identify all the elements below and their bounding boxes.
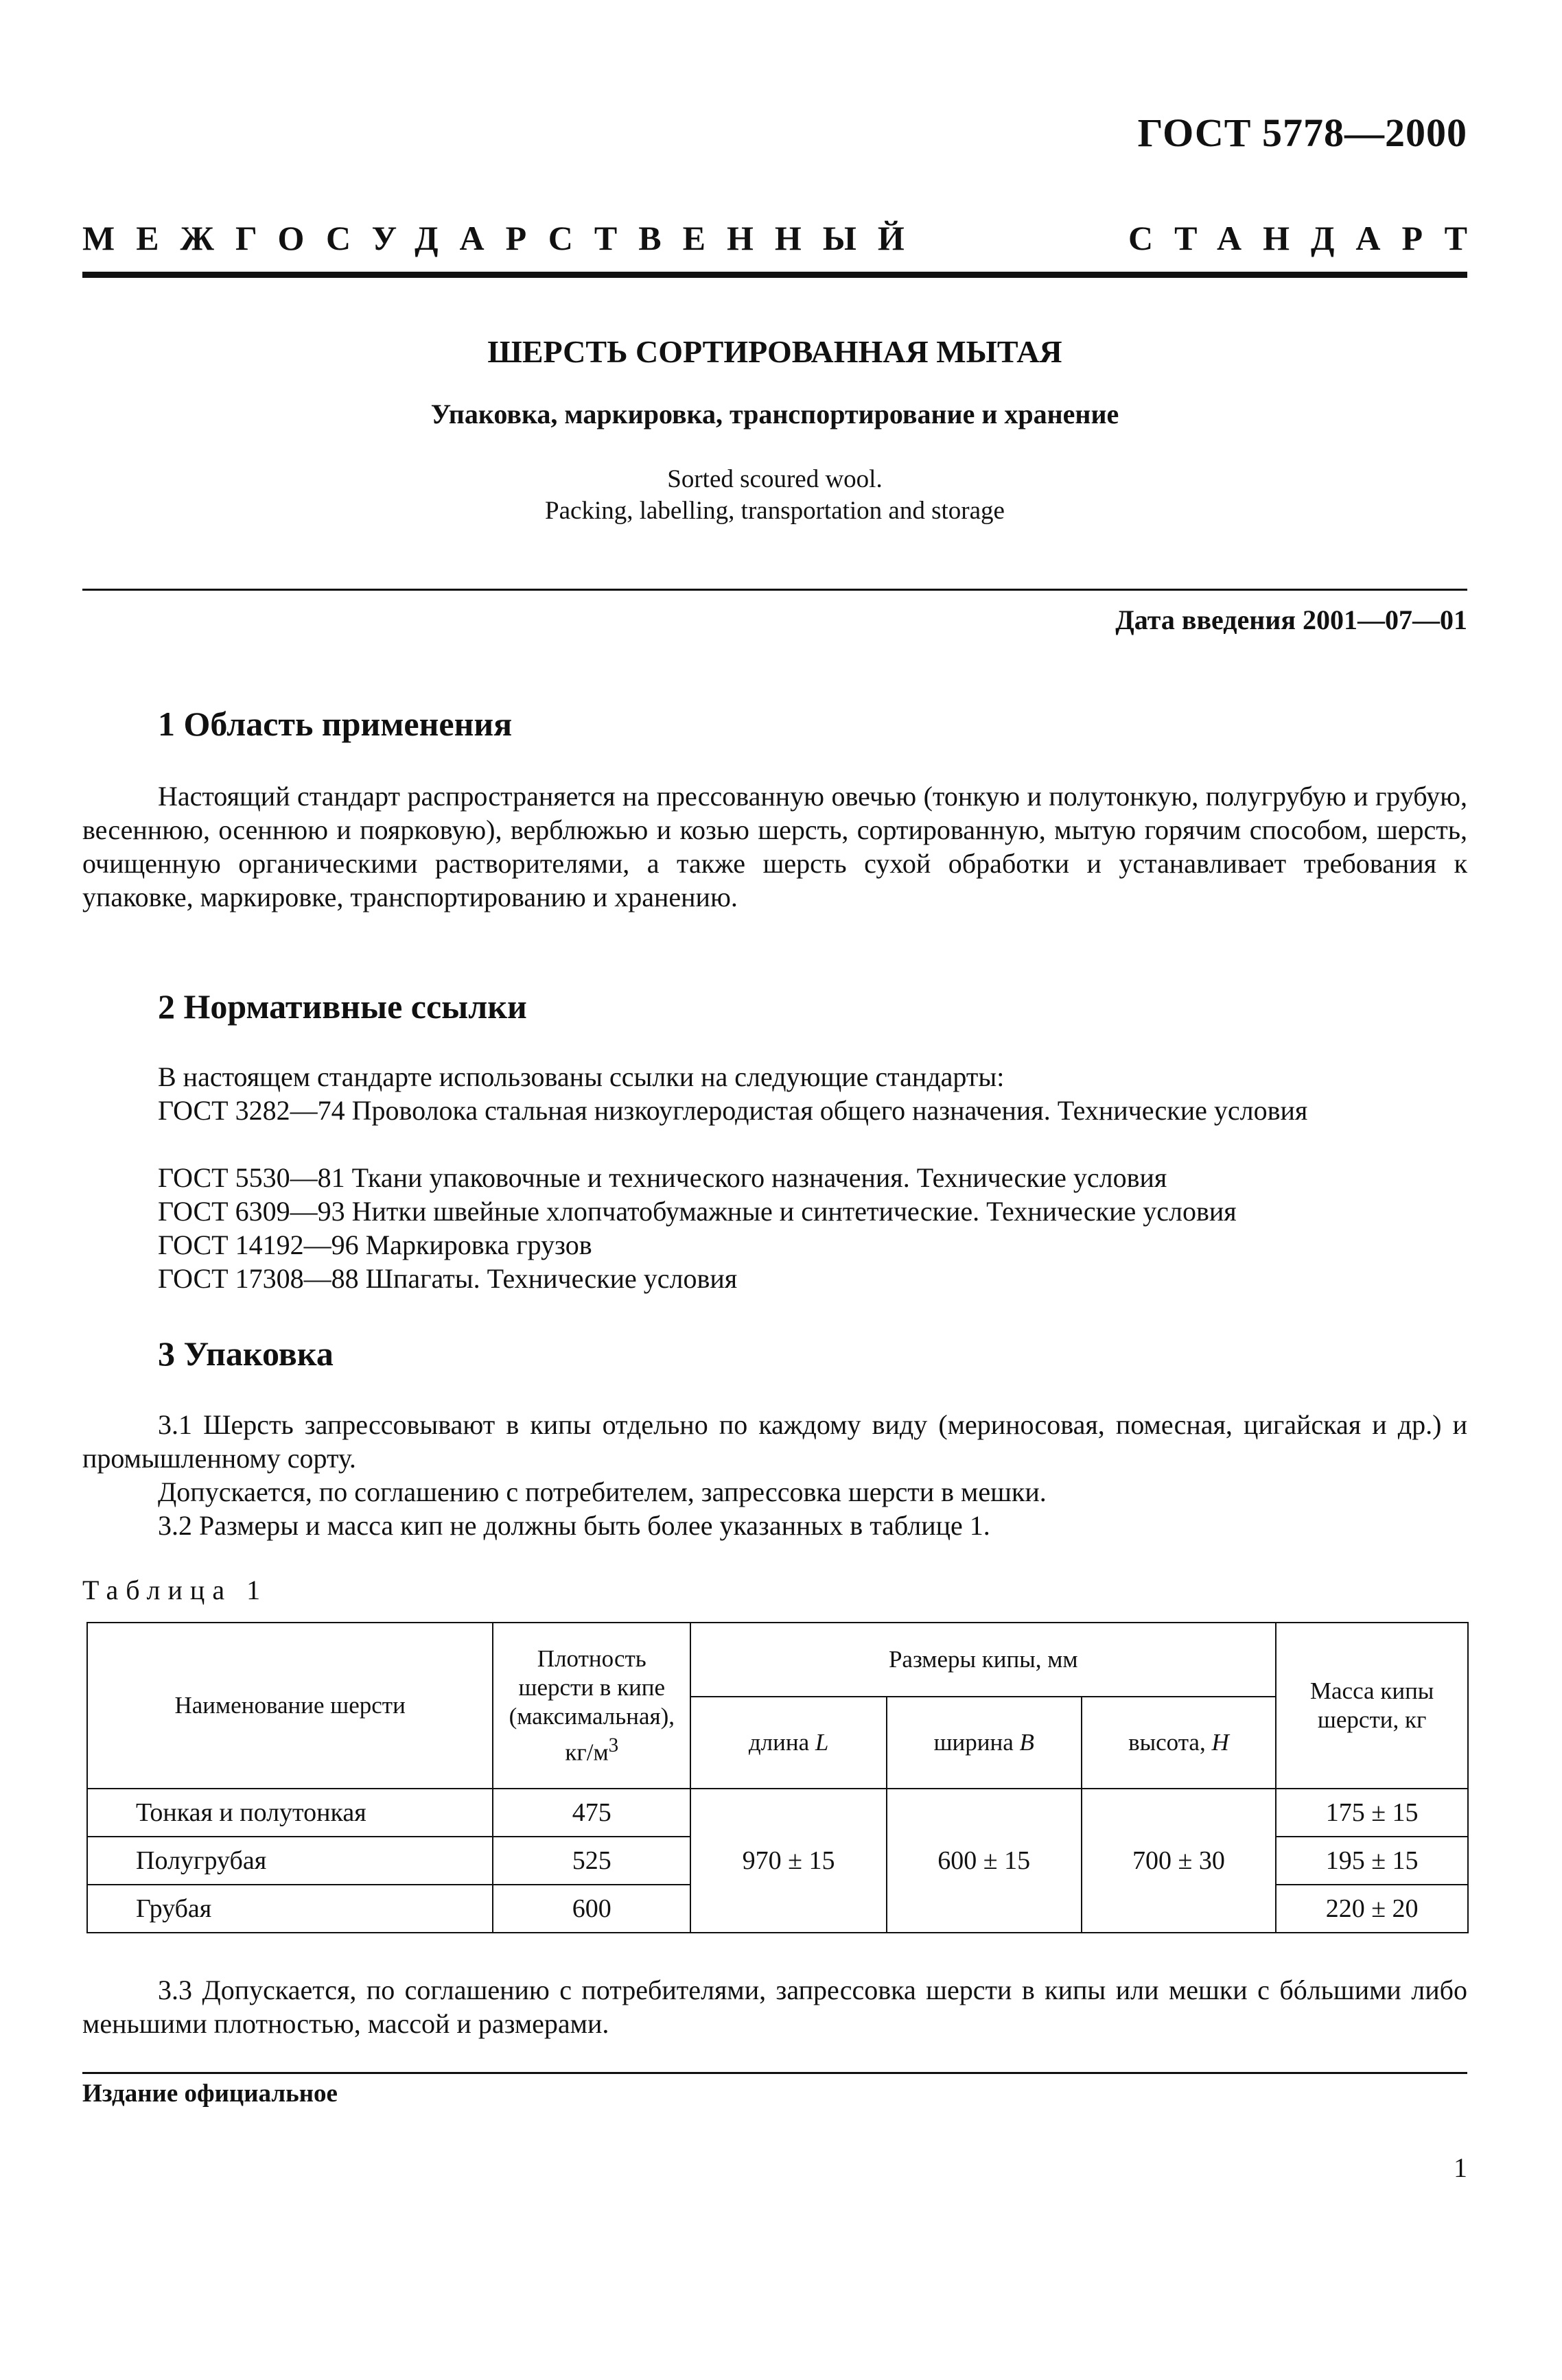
header-width: [887, 1697, 1082, 1789]
reference-item: ГОСТ 3282—74 Проволока стальная низкоуглеродистая общего назначения. Технические условия: [158, 1095, 1308, 1126]
density-cell: 525: [493, 1837, 690, 1885]
english-title: [82, 464, 1467, 527]
length-cell: 970 ± 15: [690, 1789, 887, 1933]
mass-cell: 220 ± 20: [1276, 1885, 1468, 1933]
header-width-word: ширина: [933, 1729, 1014, 1756]
density-unit-text: кг/м: [565, 1739, 609, 1766]
section-3-heading: 3 Упаковка: [158, 1334, 334, 1373]
density-unit-exponent: 3: [608, 1734, 619, 1756]
section-2-heading: 2 Нормативные ссылки: [158, 987, 527, 1026]
reference-item: ГОСТ 14192—96 Маркировка грузов: [158, 1229, 592, 1260]
footer-rule: [82, 2072, 1467, 2074]
page-number: 1: [1454, 2152, 1467, 2183]
header-density: [493, 1623, 690, 1789]
header-density-unit: [500, 1731, 683, 1767]
table-row: [87, 1789, 1468, 1837]
wool-name-cell: Тонкая и полутонкая: [87, 1789, 493, 1837]
clause-3-2: 3.2 Размеры и масса кип не должны быть более указанных в таблице 1.: [158, 1510, 990, 1541]
section-1-heading: 1 Область применения: [158, 705, 513, 743]
mass-cell: 175 ± 15: [1276, 1789, 1468, 1837]
section-2-intro: В настоящем стандарте использованы ссылки на следующие стандарты:: [158, 1061, 1005, 1092]
header-height-symbol: H: [1211, 1729, 1229, 1756]
header-width-symbol: B: [1019, 1729, 1034, 1756]
header-density-line: Плотность: [537, 1645, 646, 1672]
density-cell: 475: [493, 1789, 690, 1837]
reference-item: ГОСТ 17308—88 Шпагаты. Технические условия: [158, 1263, 738, 1294]
document-page: [82, 0, 1489, 2380]
clause-3-1-note: Допускается, по соглашению с потребителем, запрессовка шерсти в мешки.: [158, 1476, 1047, 1507]
header-length-word: длина: [748, 1729, 810, 1756]
header-length: [690, 1697, 887, 1789]
introduction-date: Дата введения 2001—07—01: [1115, 604, 1467, 635]
official-edition-label: Издание официальное: [82, 2079, 338, 2108]
mass-cell: 195 ± 15: [1276, 1837, 1468, 1885]
table-header-row: [87, 1623, 1468, 1697]
reference-item: ГОСТ 6309—93 Нитки швейные хлопчатобумажные и синтетические. Технические условия: [158, 1196, 1237, 1227]
height-cell: 700 ± 30: [1082, 1789, 1277, 1933]
header-mass-line: шерсти, кг: [1317, 1706, 1427, 1733]
english-title-line-2: Packing, labelling, transportation and storage: [545, 497, 1005, 525]
title-rule: [82, 589, 1467, 591]
header-bale-dimensions: Размеры кипы, мм: [690, 1623, 1276, 1697]
header-length-symbol: L: [815, 1729, 829, 1756]
header-wool-name: Наименование шерсти: [87, 1623, 493, 1789]
wool-name-cell: Грубая: [87, 1885, 493, 1933]
section-1-text: Настоящий стандарт распространяется на прессованную овечью (тонкую и полутонкую, полугрубую и грубую, весеннюю, осеннюю и поярковую), верблюжью и козью шерсть, сортированную, мытую горячим способом, шерсть, очищенную органическими растворителями, а также шерсть сухой обработки и устанавливает требования к упаковке, маркировке, транспортированию и хранению.: [82, 781, 1467, 912]
standard-banner: [82, 218, 1489, 258]
table-1: [86, 1622, 1469, 1933]
density-cell: 600: [493, 1885, 690, 1933]
document-number: ГОСТ 5778—2000: [1137, 110, 1467, 155]
header-density-line: (максимальная),: [509, 1702, 675, 1730]
header-height-word: высота,: [1128, 1729, 1206, 1756]
table-1-caption: Таблица 1: [82, 1575, 268, 1605]
clause-3-3: 3.3 Допускается, по соглашению с потребителями, запрессовка шерсти в кипы или мешки с бóльшими либо меньшими плотностью, массой и размерами.: [82, 1975, 1467, 2039]
banner-word-standard: СТАНДАРТ: [1128, 219, 1489, 257]
reference-item: ГОСТ 5530—81 Ткани упаковочные и технического назначения. Технические условия: [158, 1162, 1167, 1193]
header-height: [1082, 1697, 1277, 1789]
width-cell: 600 ± 15: [887, 1789, 1082, 1933]
wool-name-cell: Полугрубая: [87, 1837, 493, 1885]
english-title-line-1: Sorted scoured wool.: [667, 465, 883, 493]
header-density-line: шерсти в кипе: [518, 1673, 666, 1701]
clause-3-1: 3.1 Шерсть запрессовывают в кипы отдельно по каждому виду (мериносовая, помесная, цигайская и др.) и промышленному сорту.: [82, 1409, 1467, 1474]
header-mass: [1276, 1623, 1468, 1789]
document-subtitle: Упаковка, маркировка, транспортирование и хранение: [430, 399, 1119, 429]
banner-word-interstate: МЕЖГОСУДАРСТВЕННЫЙ: [82, 219, 926, 257]
document-title: ШЕРСТЬ СОРТИРОВАННАЯ МЫТАЯ: [487, 334, 1062, 369]
header-rule: [82, 272, 1467, 278]
header-mass-line: Масса кипы: [1309, 1677, 1434, 1704]
